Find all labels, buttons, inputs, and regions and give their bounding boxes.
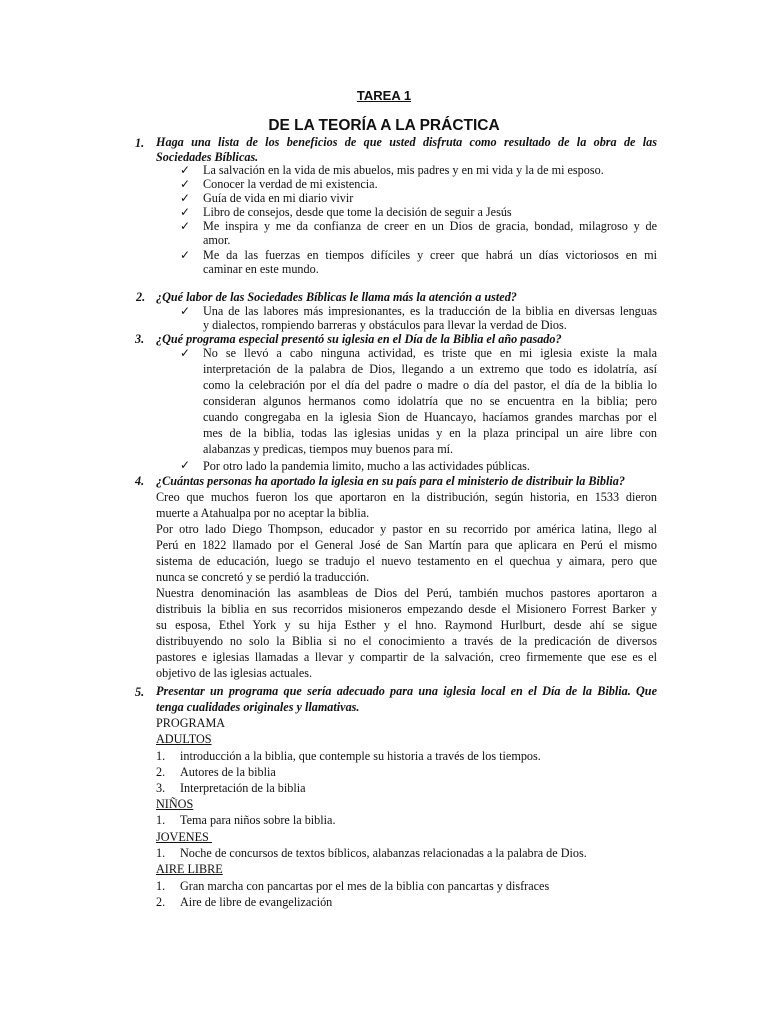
list-item: introducción a la biblia, que contemple su historia a través de los tiempos.: [180, 749, 541, 763]
list-item-number: 3.: [156, 781, 166, 795]
list-item-number: 2.: [156, 895, 166, 909]
group-label-jovenes: JOVENES: [156, 830, 212, 844]
list-item: Gran marcha con pancartas por el mes de la biblia con pancartas y disfraces: [180, 879, 550, 893]
q4-p2-line-1: Por otro lado Diego Thompson, educador y pastor en su recorrido por américa latina, llego al: [156, 522, 657, 536]
list-item: Interpretación de la biblia: [180, 781, 306, 795]
q1-item-5-line-2: amor.: [203, 233, 231, 247]
q2-item-1-line-2: y dialectos, rompiendo barreras y obstáculos para llevar la verdad de Dios.: [203, 318, 567, 332]
group-label-adultos: ADULTOS: [156, 732, 212, 746]
q1-item-6-line-1: Me da las fuerzas en tiempos difíciles y creer que habrá un días victoriosos en mi: [203, 248, 657, 262]
q4-number: 4.: [135, 474, 145, 488]
q2-line-1: ¿Qué labor de las Sociedades Bíblicas le llama más la atención a usted?: [156, 290, 517, 304]
check-icon: ✓: [180, 458, 191, 472]
q4-line-1: ¿Cuántas personas ha aportado la iglesia en su país para el ministerio de distribuir la Biblia?: [156, 474, 625, 488]
check-icon: ✓: [180, 304, 191, 318]
q4-p3-line-3: su esposa, Ethel York y su hija Esther y el hno. Raymond Hurlburt, desde ahí se sigue: [156, 618, 657, 632]
q3-item-1-line-2: interpretación de la palabra de Dios, llegando a un extremo que todo es idolatría, así: [203, 362, 657, 376]
q3-item-1-line-3: como la celebración por el día del padre o madre o día del pastor, el día de la biblia lo: [203, 378, 657, 392]
check-icon: ✓: [180, 205, 191, 219]
check-icon: ✓: [180, 177, 191, 191]
q3-item-1-line-7: alabanzas y predicas, tiempos muy buenos para mí.: [203, 442, 454, 456]
list-item-number: 2.: [156, 765, 166, 779]
q4-p2-line-2: Perú en 1822 llamado por el General José de San Martín para que aplicara en Perú el mismo: [156, 538, 657, 552]
q3-number: 3.: [135, 332, 145, 346]
list-item: Noche de concursos de textos bíblicos, alabanzas relacionadas a la palabra de Dios.: [180, 846, 587, 860]
check-icon: ✓: [180, 191, 191, 205]
list-item: Tema para niños sobre la biblia.: [180, 813, 336, 827]
q1-item-3: Guía de vida en mi diario vivir: [203, 191, 354, 205]
check-icon: ✓: [180, 163, 191, 177]
q3-item-1-line-6: mes de la biblia, todas las iglesias unidas y en la plaza principal un aire libre con: [203, 426, 657, 440]
q4-p3-line-2: distribuis la biblia en sus recorridos misioneros empezando desde el Misionero Forrest Barker y: [156, 602, 657, 616]
q1-line-2: Sociedades Bíblicas.: [156, 150, 259, 164]
q1-item-1: La salvación en la vida de mis abuelos, mis padres y en mi vida y la de mi esposo.: [203, 163, 604, 177]
group-label-ninos: NIÑOS: [156, 797, 194, 811]
q2-number: 2.: [136, 290, 146, 304]
list-item: Aire de libre de evangelización: [180, 895, 333, 909]
q3-item-1-line-1: No se llevó a cabo ninguna actividad, es triste que en mi iglesia existe la mala: [203, 346, 657, 360]
check-icon: ✓: [180, 346, 191, 360]
list-item-number: 1.: [156, 846, 166, 860]
q2-item-1-line-1: Una de las labores más impresionantes, es la traducción de la biblia en diversas lenguas: [203, 304, 657, 318]
q1-item-5-line-1: Me inspira y me da confianza de creer en un Dios de gracia, bondad, milagroso y de: [203, 219, 657, 233]
q3-line-1: ¿Qué programa especial presentó su iglesia en el Día de la Biblia el año pasado?: [156, 332, 562, 346]
list-item-number: 1.: [156, 749, 166, 763]
q4-p2-line-4: nunca se concretó y se perdió la traducción.: [156, 570, 370, 584]
q4-p3-line-6: objetivo de las iglesias actuales.: [156, 666, 313, 680]
q5-line-2: tenga cualidades originales y llamativas.: [156, 700, 360, 714]
q5-number: 5.: [135, 685, 145, 699]
q3-item-2: Por otro lado la pandemia limito, mucho a las actividades públicas.: [203, 459, 530, 473]
group-label-aire-libre: AIRE LIBRE: [156, 862, 223, 876]
q3-item-1-line-5: cuando congregaba en la iglesia Sion de Huancayo, hacíamos grandes marchas por el: [203, 410, 657, 424]
q1-line-1: Haga una lista de los beneficios de que usted disfruta como resultado de la obra de las: [156, 135, 657, 149]
document-title: TAREA 1: [356, 88, 412, 103]
programa-heading: PROGRAMA: [156, 716, 226, 730]
q4-p3-line-5: pastores e iglesias llamadas a llevar y compartir de la salvación, creo firmemente que ese es el: [156, 650, 657, 664]
q5-line-1: Presentar un programa que sería adecuado para una iglesia local en el Día de la Biblia. Que: [156, 684, 657, 698]
list-item: Autores de la biblia: [180, 765, 276, 779]
list-item-number: 1.: [156, 879, 166, 893]
check-icon: ✓: [180, 248, 191, 262]
q1-item-4: Libro de consejos, desde que tome la decisión de seguir a Jesús: [203, 205, 512, 219]
q1-number: 1.: [135, 136, 145, 150]
document-heading: DE LA TEORÍA A LA PRÁCTICA: [268, 117, 500, 134]
q4-p3-line-4: distribuyendo no solo la Biblia si no el conocimiento a través de la predicación de diversos: [156, 634, 657, 648]
list-item-number: 1.: [156, 813, 166, 827]
q3-item-1-line-4: consideran algunos hermanos como idolatría que no se encuentra en la biblia; pero: [203, 394, 657, 408]
q4-p2-line-3: sistema de educación, luego se tradujo el nuevo testamento en el quechua y aimara, pero que: [156, 554, 657, 568]
q1-item-2: Conocer la verdad de mi existencia.: [203, 177, 378, 191]
check-icon: ✓: [180, 219, 191, 233]
q1-item-6-line-2: caminar en este mundo.: [203, 262, 319, 276]
q4-p1-line-2: muerte a Atahualpa por no aceptar la biblia.: [156, 506, 370, 520]
q4-p1-line-1: Creo que muchos fueron los que aportaron en la distribución, según historia, en 1533 dieron: [156, 490, 657, 504]
q4-p3-line-1: Nuestra denominación las asambleas de Dios del Perú, también muchos pastores aportaron a: [156, 586, 657, 600]
